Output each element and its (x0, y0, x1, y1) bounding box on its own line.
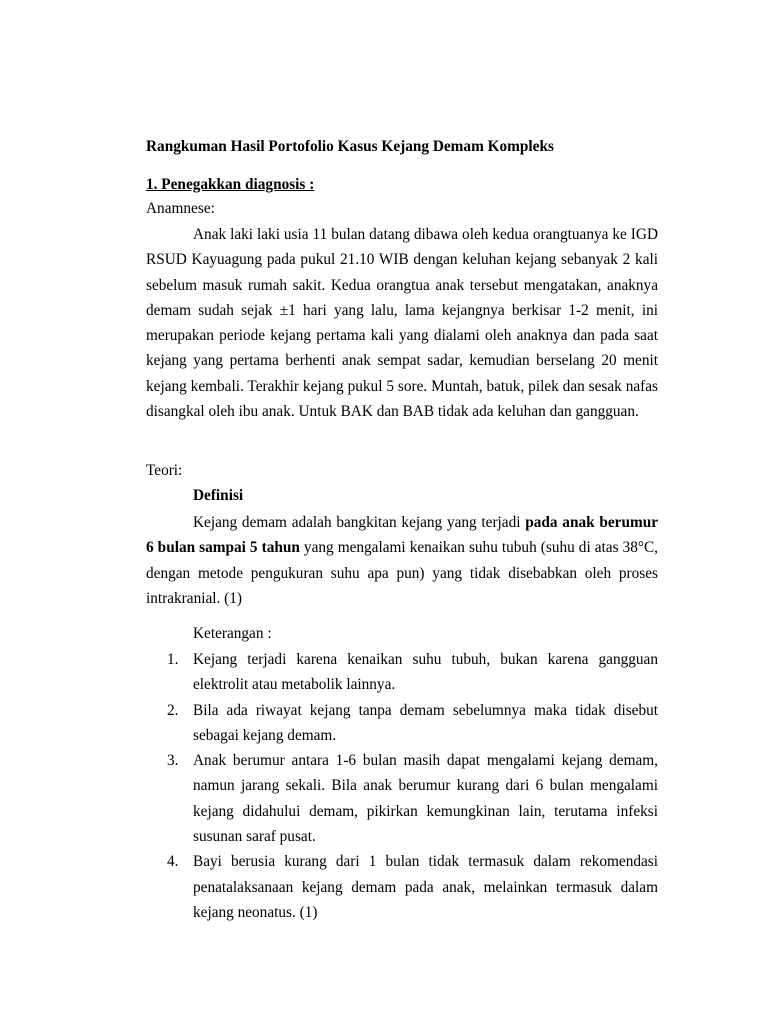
document-title: Rangkuman Hasil Portofolio Kasus Kejang Demam Kompleks (146, 138, 554, 155)
list-item (167, 698, 658, 749)
list-item-number: 3. (167, 752, 179, 770)
definisi-text-part2: yang mengalami kenaikan suhu tubuh (suhu di atas 38°C, dengan metode pengukuran suhu apa pun) yang tidak disebabkan oleh proses intrakranial. (1) (146, 539, 658, 607)
definisi-heading: Definisi (193, 487, 244, 504)
anamnese-label: Anamnese: (146, 200, 215, 217)
definisi-section (146, 510, 658, 611)
anamnese-paragraph: Anak laki laki usia 11 bulan datang dibawa oleh kedua orangtuanya ke IGD RSUD Kayuagung pada pukul 21.10 WIB dengan keluhan kejang sebanyak 2 kali sebelum masuk rumah sakit. Kedua orangtua anak tersebut mengatakan, anaknya demam sudah sejak ±1 hari yang lalu, lama kejangnya berkisar 1-2 menit, ini merupakan periode kejang pertama kali yang dialami oleh anaknya dan pada saat kejang yang pertama berhenti anak sempat sadar, kemudian berselang 20 menit kejang kembali. Terakhir kejang pukul 5 sore. Muntah, batuk, pilek dan sesak nafas disangkal oleh ibu anak. Untuk BAK dan BAB tidak ada keluhan dan gangguan. (146, 226, 658, 421)
keterangan-list (167, 647, 658, 925)
section-heading-diagnosis: 1. Penegakkan diagnosis : (146, 176, 315, 193)
list-item (167, 748, 658, 849)
list-item-text: Bila ada riwayat kejang tanpa demam sebelumnya maka tidak disebut sebagai kejang demam. (193, 701, 658, 744)
list-item-number: 4. (167, 853, 179, 871)
definisi-text-part1: Kejang demam adalah bangkitan kejang yang terjadi (193, 514, 526, 531)
definisi-paragraph (146, 510, 658, 611)
list-item-text: Bayi berusia kurang dari 1 bulan tidak termasuk dalam rekomendasi penatalaksanaan kejang demam pada anak, melainkan termasuk dalam kejang neonatus. (1) (193, 853, 658, 921)
list-item-text: Kejang terjadi karena kenaikan suhu tubuh, bukan karena gangguan elektrolit atau metabolik lainnya. (193, 651, 658, 694)
list-item-number: 1. (167, 651, 179, 668)
anamnese-section (146, 222, 658, 424)
definisi-emphasis: pada anak berumur 6 bulan sampai 5 tahun (146, 514, 658, 557)
list-item-number: 2. (167, 701, 179, 719)
list-item-text: Anak berumur antara 1-6 bulan masih dapat mengalami kejang demam, namun jarang sekali. Bila anak berumur kurang dari 6 bulan mengalami kejang didahului demam, pikirkan kemungkinan lain, terutama infeksi susunan saraf pusat. (193, 752, 658, 846)
teori-label: Teori: (146, 462, 183, 479)
list-item (167, 849, 658, 925)
list-item (167, 647, 658, 698)
keterangan-label: Keterangan : (193, 625, 272, 642)
